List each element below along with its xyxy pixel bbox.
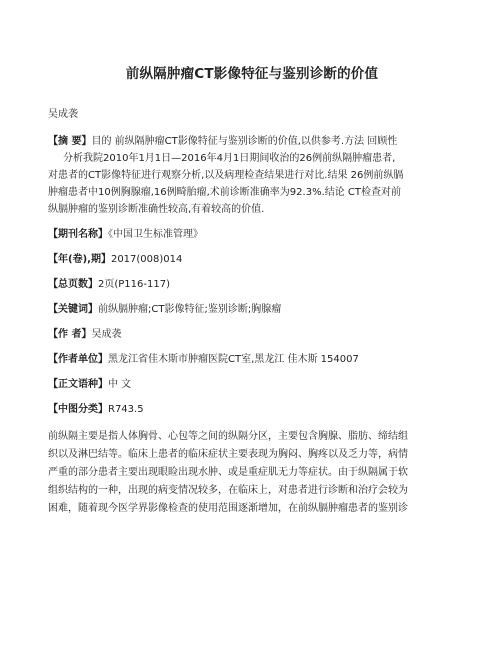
field-classification xyxy=(48,401,456,418)
field-affiliation xyxy=(48,351,456,368)
body-line: 前纵隔主要是指人体胸骨、心包等之间的纵隔分区，主要包含胸腺、脂肪、缔结组 xyxy=(48,431,408,442)
field-label: 【中图分类】 xyxy=(48,404,108,415)
field-value: R743.5 xyxy=(108,404,144,415)
field-value: 前纵膈肿瘤;CT影像特征;鉴别诊断;胸腺瘤 xyxy=(98,304,282,315)
abstract-line-4: 肿瘤患者中10例胸腺瘤,16例畸胎瘤,术前诊断准确率为92.3%.结论 CT检查对前 xyxy=(48,187,402,198)
body-line: 组织结构的一种，出现的病变情况较多，在临床上，对患者进行诊断和治疗会较为 xyxy=(48,485,408,496)
field-author xyxy=(48,326,456,343)
abstract-line-3: 对患者的CT影像特征进行观察分析,以及病理检查结果进行对比.结果 26例前纵膈 xyxy=(48,170,404,181)
body-paragraph xyxy=(48,428,456,518)
field-volume xyxy=(48,251,456,268)
field-label: 【关键词】 xyxy=(48,304,98,315)
field-keywords xyxy=(48,301,456,318)
body-line: 困难，随着现今医学界影像检查的使用范围逐渐增加，在前纵膈肿瘤患者的鉴别诊 xyxy=(48,503,408,514)
field-value: 中 文 xyxy=(108,379,132,390)
field-label: 【总页数】 xyxy=(48,279,98,290)
abstract-line-5: 纵膈肿瘤的鉴别诊断准确性较高,有着较高的价值. xyxy=(48,204,265,215)
field-value: 2页(P116-117) xyxy=(98,279,170,290)
field-value: 2017(008)014 xyxy=(110,254,183,265)
abstract-text: 目的 前纵隔肿瘤CT影像特征与鉴别诊断的价值,以供参考.方法 回顾性 xyxy=(91,136,398,147)
field-label: 【正文语种】 xyxy=(48,379,108,390)
body-line: 严重的部分患者主要出现眼睑出现水肿、或是重症肌无力等症状。由于纵隔属于软 xyxy=(48,467,408,478)
field-value: 《中国卫生标准管理》 xyxy=(108,229,203,240)
field-value: 吴成袭 xyxy=(91,329,122,340)
body-line: 织以及淋巴结等。临床上患者的临床症状主要表现为胸闷、胸疼以及乏力等，病情 xyxy=(48,449,408,460)
abstract-label: 【摘 要】 xyxy=(48,136,92,147)
field-label: 【作者单位】 xyxy=(48,354,108,365)
field-label: 【年(卷),期】 xyxy=(48,254,111,265)
abstract-line-1 xyxy=(48,133,456,150)
field-pages xyxy=(48,276,456,293)
field-label: 【期刊名称】 xyxy=(48,229,108,240)
abstract-section xyxy=(48,133,456,218)
field-language xyxy=(48,376,456,393)
field-value: 黑龙江省佳木斯市肿瘤医院CT室,黑龙江 佳木斯 154007 xyxy=(108,354,359,365)
field-label: 【作 者】 xyxy=(48,329,92,340)
field-journal xyxy=(48,226,456,243)
abstract-line-2: 分析我院2010年1月1日—2016年4月1日期间收治的26例前纵隔肿瘤患者, xyxy=(63,153,396,164)
author-line: 吴成袭 xyxy=(48,109,78,120)
page-title: 前纵隔肿瘤CT影像特征与鉴别诊断的价值 xyxy=(125,66,379,82)
